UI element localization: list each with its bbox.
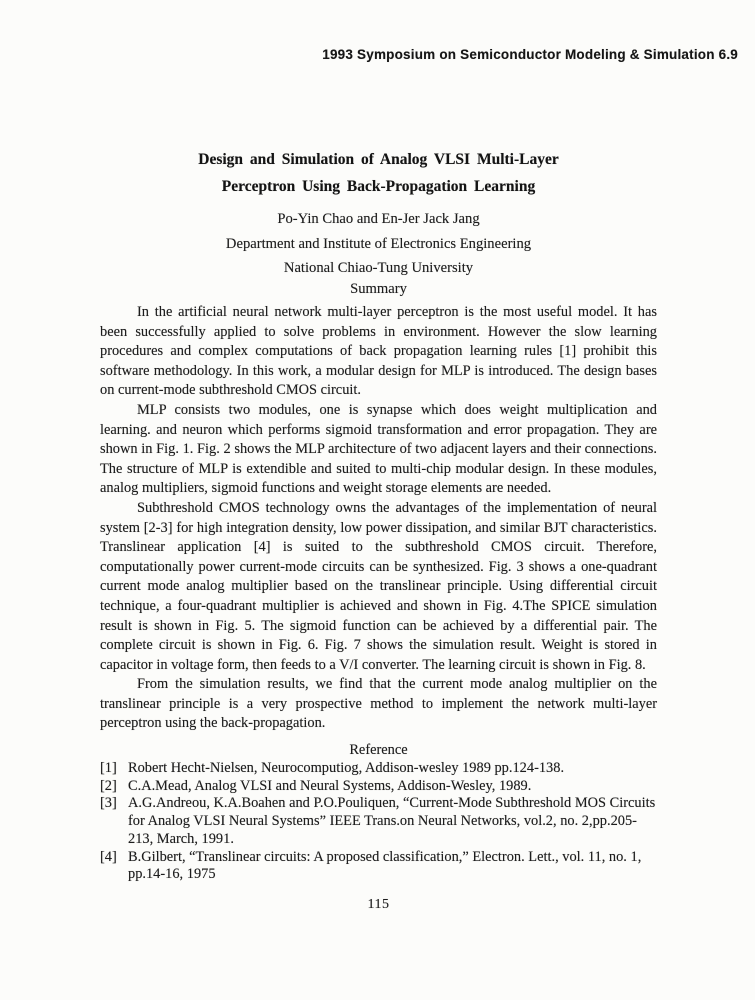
author-names: Po-Yin Chao and En-Jer Jack Jang <box>277 211 480 227</box>
reference-text: B.Gilbert, “Translinear circuits: A proposed classification,” Electron. Lett., vol. 11, no. 1, pp.14-16, 1975 <box>128 848 642 883</box>
summary-paragraph-2: MLP consists two modules, one is synapse which does weight multiplication and learning. and neuron which performs sigmoid transformation and error propagation. They are shown in Fig. 1. Fig. 2 shows the MLP architecture of two adjacent layers and their connections. The structure of MLP is extendible and suited to multi-chip modular design. In these modules, analog multipliers, sigmoid functions and weight storage elements are needed. <box>100 401 657 497</box>
reference-text: C.A.Mead, Analog VLSI and Neural Systems, Addison-Wesley, 1989. <box>128 777 532 794</box>
summary-body <box>100 303 657 734</box>
reference-list <box>100 760 660 884</box>
reference-label: [3] <box>100 795 117 812</box>
summary-heading: Summary <box>350 281 407 297</box>
reference-heading: Reference <box>349 742 408 758</box>
reference-label: [1] <box>100 760 117 776</box>
reference-label: [4] <box>100 848 117 865</box>
paper-title <box>100 146 657 200</box>
author-affiliation: Department and Institute of Electronics Engineering <box>225 235 532 252</box>
page-number: 115 <box>367 897 390 912</box>
reference-item <box>100 760 660 778</box>
paper-title-line1: Design and Simulation of Analog VLSI Multi-Layer <box>198 151 559 168</box>
summary-paragraph-3: Subthreshold CMOS technology owns the advantages of the implementation of neural system [2-3] for high integration density, low power dissipation, and similar BJT characteristics. Translinear application [4] is suited to the subthreshold CMOS circuit. Therefore, computationally power current-mode circuits can be synthesized. Fig. 3 shows a one-quadrant current mode analog multiplier based on the translinear principle. Using differential circuit technique, a four-quadrant multiplier is achieved and shown in Fig. 4.The SPICE simulation result is shown in Fig. 5. The sigmoid function can be achieved by a differential pair. The complete circuit is shown in Fig. 6. Fig. 7 shows the simulation result. Weight is stored in capacitor in voltage form, then feeds to a V/I converter. The learning circuit is shown in Fig. 8. <box>100 499 657 673</box>
reference-item <box>100 849 660 884</box>
reference-text: A.G.Andreou, K.A.Boahen and P.O.Pouliquen, “Current-Mode Subthreshold MOS Circuits for Analog VLSI Neural Systems” IEEE Trans.on Neural Networks, vol.2, no. 2,pp.205-213, March, 1991. <box>128 795 656 847</box>
running-header: 1993 Symposium on Semiconductor Modeling & Simulation 6.9 <box>322 47 738 62</box>
author-block <box>100 207 657 281</box>
reference-item <box>100 795 660 848</box>
reference-text: Robert Hecht-Nielsen, Neurocomputiog, Addison-wesley 1989 pp.124-138. <box>128 760 565 776</box>
paper-title-line2: Perceptron Using Back-Propagation Learning <box>221 178 536 195</box>
reference-label: [2] <box>100 777 117 794</box>
reference-item <box>100 778 660 796</box>
summary-paragraph-1: In the artificial neural network multi-layer perceptron is the most useful model. It has been successfully applied to solve problems in environment. However the slow learning procedures and complex computations of back propagation learning rules [1] prohibit this software methodology. In this work, a modular design for MLP is introduced. The design bases on current-mode subthreshold CMOS circuit. <box>100 304 657 399</box>
author-university: National Chiao-Tung University <box>283 260 474 276</box>
summary-paragraph-4: From the simulation results, we find that the current mode analog multiplier on the translinear principle is a very prospective method to implement the network multi-layer perceptron using the back-propagation. <box>100 676 657 732</box>
